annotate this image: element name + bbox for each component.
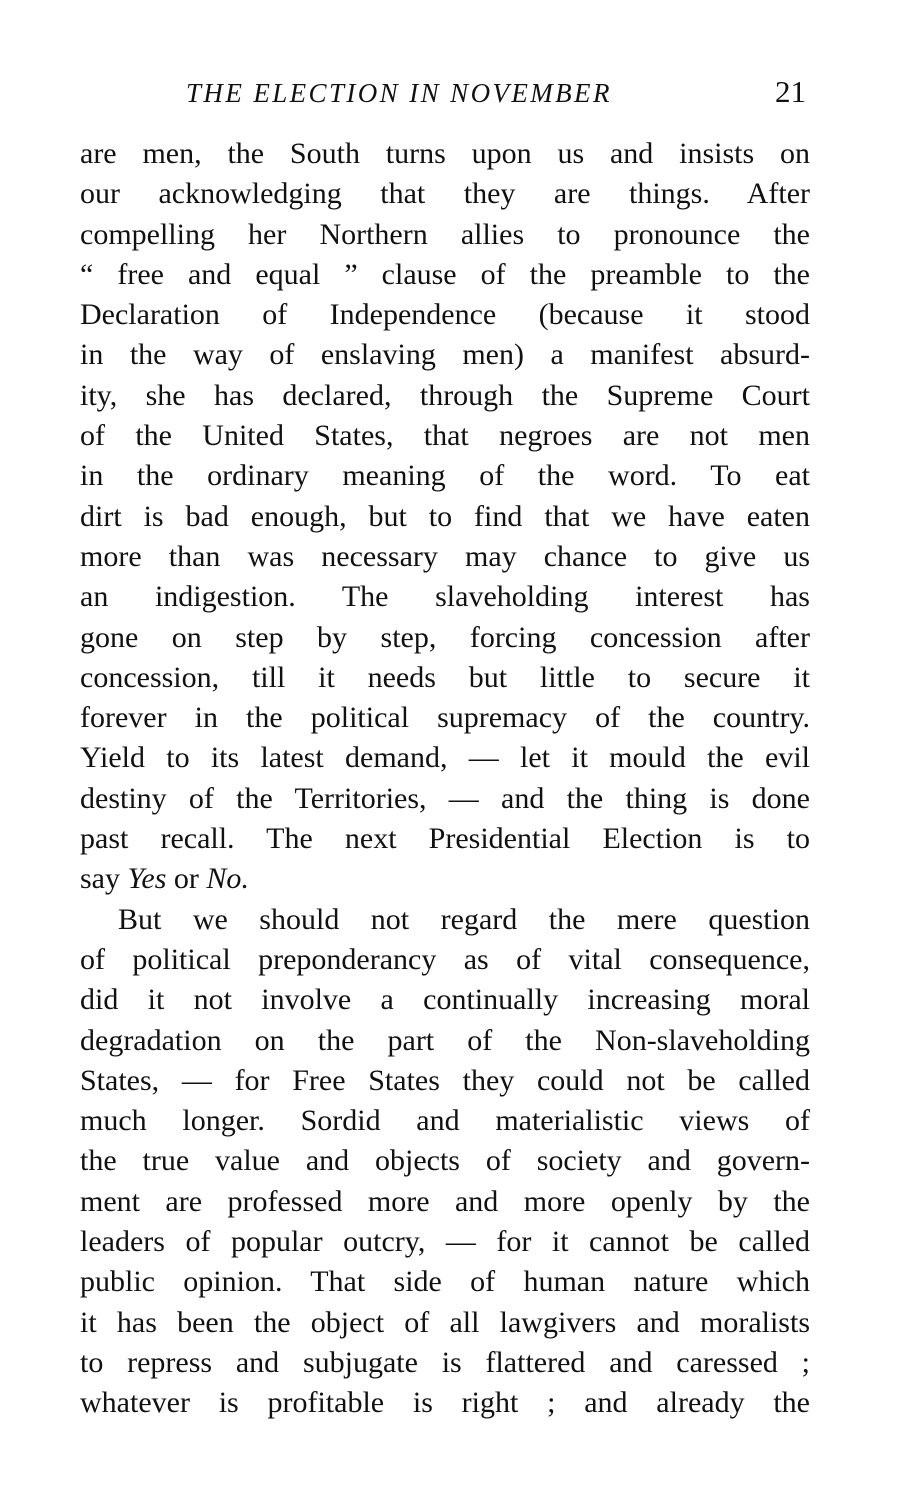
text-line: of the United States, that negroes are not men: [80, 419, 810, 453]
text-line: more than was necessary may chance to give us: [80, 539, 810, 573]
paragraph-2: [80, 900, 810, 1424]
text-line: dirt is bad enough, but to find that we have eaten: [80, 499, 810, 533]
text-line: destiny of the Territories, — and the thing is done: [80, 781, 810, 815]
text-line: leaders of popular outcry, — for it cannot be called: [80, 1225, 810, 1259]
text-line: the true value and objects of society and govern-: [80, 1144, 810, 1178]
text-line: public opinion. That side of human nature which: [80, 1265, 810, 1299]
text-line: much longer. Sordid and materialistic views of: [80, 1104, 810, 1138]
text-line: degradation on the part of the Non-slaveholding: [80, 1023, 810, 1057]
text-line: to repress and subjugate is flattered and caressed ;: [80, 1345, 810, 1379]
text-line: are men, the South turns upon us and insists on: [80, 137, 810, 170]
text-line: did it not involve a continually increasing moral: [80, 983, 810, 1017]
text-line: an indigestion. The slaveholding interest has: [80, 580, 810, 614]
text-span: .: [241, 862, 249, 896]
page-number: 21: [775, 74, 806, 109]
text-line: of political preponderancy as of vital consequence,: [80, 942, 810, 976]
running-head: [80, 74, 810, 114]
text-line: in the ordinary meaning of the word. To eat: [80, 459, 810, 493]
text-line: Declaration of Independence (because it stood: [80, 298, 810, 332]
text-line: ment are professed more and more openly by the: [80, 1184, 810, 1218]
text-line-final: [80, 859, 810, 899]
text-line: gone on step by step, forcing concession after: [80, 620, 810, 654]
text-line: past recall. The next Presidential Election is to: [80, 822, 810, 856]
text-line: our acknowledging that they are things. After: [80, 177, 810, 211]
body-text: [80, 134, 810, 1424]
text-line: whatever is profitable is right ; and already the: [80, 1386, 810, 1420]
text-line: compelling her Northern allies to pronounce the: [80, 217, 810, 251]
text-span: or: [166, 862, 207, 896]
italic-yes: Yes: [127, 862, 167, 896]
paragraph-1: [80, 134, 810, 900]
text-line: States, — for Free States they could not be called: [80, 1063, 810, 1097]
text-line: it has been the object of all lawgivers and moralists: [80, 1305, 810, 1339]
text-line: concession, till it needs but little to secure it: [80, 660, 810, 694]
text-line: forever in the political supremacy of the country.: [80, 701, 810, 735]
text-line: in the way of enslaving men) a manifest absurd-: [80, 338, 810, 372]
text-line: Yield to its latest demand, — let it mould the evil: [80, 741, 810, 775]
running-title: THE ELECTION IN NOVEMBER: [186, 78, 612, 108]
text-line: ity, she has declared, through the Supreme Court: [80, 378, 810, 412]
text-line: But we should not regard the mere question: [118, 902, 810, 936]
text-line: “ free and equal ” clause of the preamble to the: [80, 257, 810, 291]
italic-no: No: [206, 862, 242, 896]
text-span: say: [80, 862, 128, 896]
